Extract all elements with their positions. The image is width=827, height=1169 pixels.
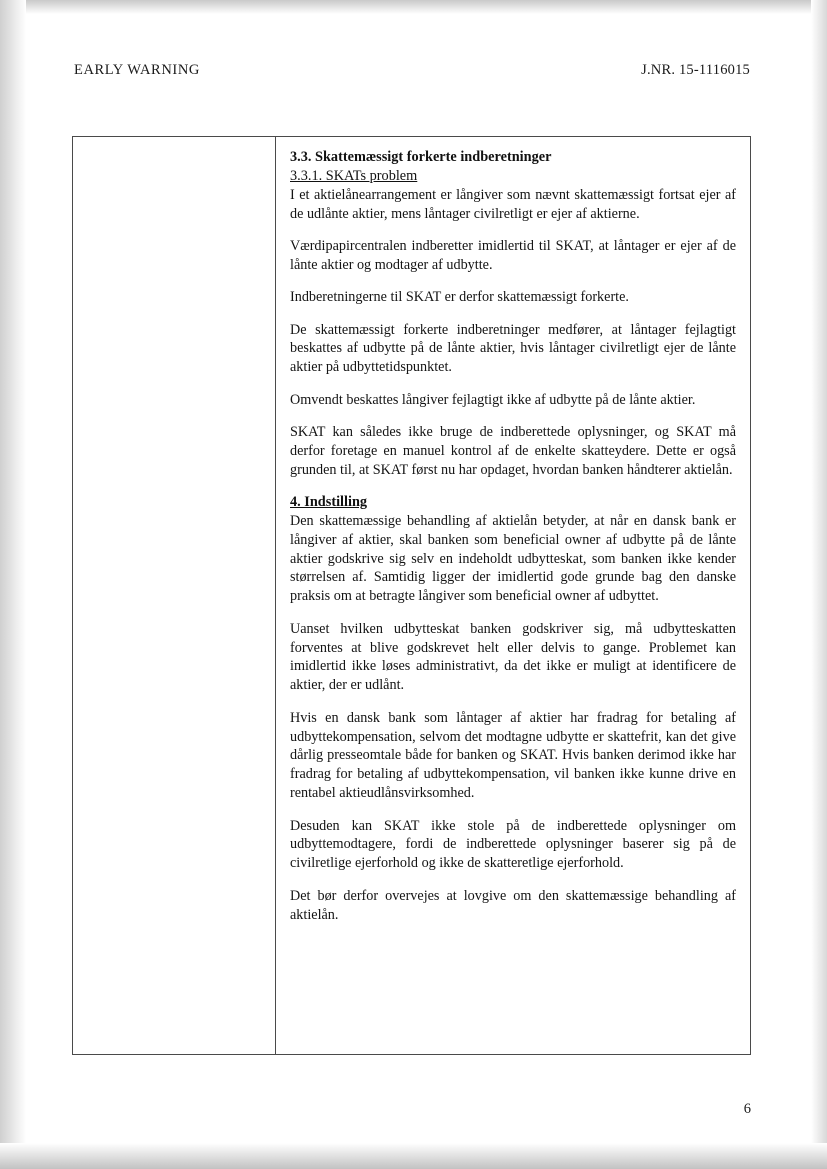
section-3-3-title: 3.3. Skattemæssigt forkerte indberetninger [290,149,552,165]
paragraph: Den skattemæssige behandling af aktielån betyder, at når en dansk bank er långiver af aktier, skal banken som beneficial owner af udbytte på de lånte aktier godskrive sig selv en indeholdt udbytteskat, som banken ikke kender størrelsen af. Samtidig ligger der imidlertid gode grunde bag den danske praksis om at betragte långiver som beneficial owner af udbyttet. [290,512,736,605]
page-number: 6 [743,1101,751,1117]
paragraph: Værdipapircentralen indberetter imidlertid til SKAT, at låntager er ejer af de lånte aktier og modtager af udbytte. [290,237,736,273]
section-3-3-1-subtitle: 3.3.1. SKATs problem [290,167,418,184]
paragraph: De skattemæssigt forkerte indberetninger medfører, at låntager fejlagtigt beskattes af udbytte på de lånte aktier, hvis låntager civilretligt ejer de lånte aktier på udbyttetidspunktet. [290,321,736,376]
section-4-title: 4. Indstilling [290,494,368,511]
scan-edge-bottom [0,1143,827,1169]
header-classification-label: EARLY WARNING [74,62,200,78]
page-header [74,62,750,79]
paragraph: I et aktielånearrangement er långiver som nævnt skattemæssigt fortsat ejer af de udlånte aktier, mens låntager civilretligt er ejer af aktierne. [290,186,736,222]
paragraph: Det bør derfor overvejes at lovgive om den skattemæssige behandling af aktielån. [290,887,736,923]
table-column-right-content [276,137,750,1054]
table-column-left-empty [73,137,276,1054]
paragraph: Uanset hvilken udbytteskat banken godskriver sig, må udbytteskatten forventes at blive godskrevet helt eller delvis to gange. Problemet kan imidlertid ikke løses administrativt, da det ikke er muligt at identificere de aktier, der er udlånt. [290,620,736,694]
header-case-number: J.NR. 15-1116015 [641,62,750,78]
paragraph: Desuden kan SKAT ikke stole på de indberettede oplysninger om udbyttemodtagere, fordi de indberettede oplysninger baserer sig på de civilretlige ejerforhold og ikke de skatteretlige ejerforhold. [290,817,736,872]
scan-edge-top [0,0,827,14]
content-table-frame [72,136,751,1055]
scan-edge-left [0,0,26,1169]
scan-edge-right [811,0,827,1169]
paragraph: Omvendt beskattes långiver fejlagtigt ikke af udbytte på de lånte aktier. [290,391,696,408]
paragraph: Hvis en dansk bank som låntager af aktier har fradrag for betaling af udbyttekompensation, selvom det modtagne udbytte er skattefrit, kan det give dårlig presseomtale både for banken og SKAT. Hvis banken derimod ikke har fradrag for betaling af udbyttekompensation, vil banken ikke kunne drive en rentabel aktieudlånsvirksomhed. [290,709,736,802]
paragraph: SKAT kan således ikke bruge de indberettede oplysninger, og SKAT må derfor foretage en manuel kontrol af de enkelte skatteydere. Dette er også grunden til, at SKAT først nu har opdaget, hvordan banken håndterer aktielån. [290,424,736,478]
paragraph: Indberetningerne til SKAT er derfor skattemæssigt forkerte. [290,289,629,306]
